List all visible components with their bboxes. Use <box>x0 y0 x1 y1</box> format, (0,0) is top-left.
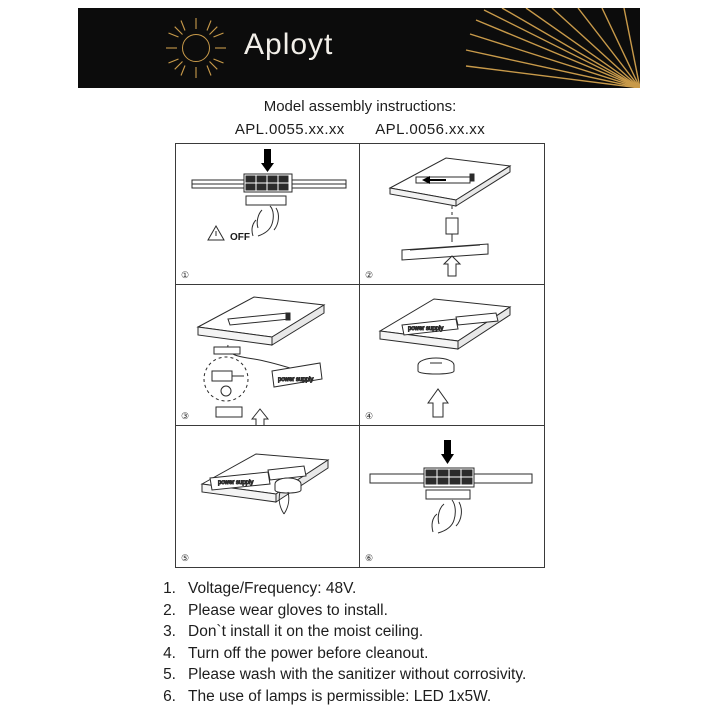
power-supply-block <box>272 363 322 387</box>
step-5-illustration <box>176 426 360 567</box>
svg-text:power supply: power supply <box>218 480 254 486</box>
note-item <box>150 686 630 708</box>
ray-fan-icon <box>440 8 640 88</box>
step-1-illustration <box>176 144 360 285</box>
sunburst-logo-icon <box>164 16 228 80</box>
step-1-cell <box>176 144 360 285</box>
up-arrow-icon <box>444 256 460 276</box>
note-index: 5. <box>163 666 176 683</box>
assembly-steps-grid <box>175 143 545 568</box>
note-item <box>150 578 630 600</box>
step-1-number: ① <box>181 270 190 280</box>
up-arrow-icon <box>428 389 448 417</box>
down-arrow-icon <box>261 149 274 172</box>
svg-text:power supply: power supply <box>408 326 444 332</box>
step-6-cell <box>360 426 544 567</box>
brand-name: Aployt <box>244 28 334 61</box>
model-code-1: APL.0055.xx.xx <box>234 120 345 138</box>
step-3-illustration <box>176 285 360 426</box>
step-4-number: ④ <box>365 411 374 421</box>
model-code-2: APL.0056.xx.xx <box>375 120 486 138</box>
page-title: Model assembly instructions: <box>263 98 457 115</box>
model-codes <box>0 119 720 142</box>
note-item <box>150 664 630 686</box>
note-text: Don`t install it on the moist ceiling. <box>188 623 424 640</box>
down-arrow-icon <box>441 440 454 464</box>
note-index: 1. <box>163 580 176 597</box>
step-6-number: ⑥ <box>365 553 374 563</box>
note-text: Turn off the power before cleanout. <box>188 644 429 662</box>
note-index: 6. <box>163 687 176 705</box>
step-4-illustration <box>360 285 544 426</box>
step-3-cell <box>176 285 360 426</box>
step-2-cell <box>360 144 544 285</box>
svg-text:power supply: power supply <box>278 377 314 383</box>
title-block <box>0 96 720 141</box>
note-item <box>150 621 630 643</box>
note-index: 2. <box>163 601 176 619</box>
step-5-cell <box>176 426 360 567</box>
note-text: Please wear gloves to install. <box>188 601 388 619</box>
up-arrow-icon <box>252 409 268 426</box>
safety-notes-list <box>150 578 630 707</box>
note-text: The use of lamps is permissible: LED 1x5W. <box>188 687 492 705</box>
step-6-illustration <box>360 426 544 567</box>
step-2-illustration <box>360 144 544 285</box>
step-4-cell <box>360 285 544 426</box>
note-item <box>150 600 630 622</box>
warning-triangle-icon <box>208 226 224 240</box>
note-text: Voltage/Frequency: 48V. <box>188 580 357 597</box>
step-2-number: ② <box>365 270 374 280</box>
note-item <box>150 643 630 665</box>
header-banner <box>78 8 640 88</box>
note-index: 3. <box>163 623 176 640</box>
note-text: Please wash with the sanitizer without corrosivity. <box>188 666 527 683</box>
step-3-number: ③ <box>181 411 190 421</box>
step-1-caption: OFF <box>230 232 250 243</box>
step-5-number: ⑤ <box>181 553 190 563</box>
note-index: 4. <box>163 644 176 662</box>
